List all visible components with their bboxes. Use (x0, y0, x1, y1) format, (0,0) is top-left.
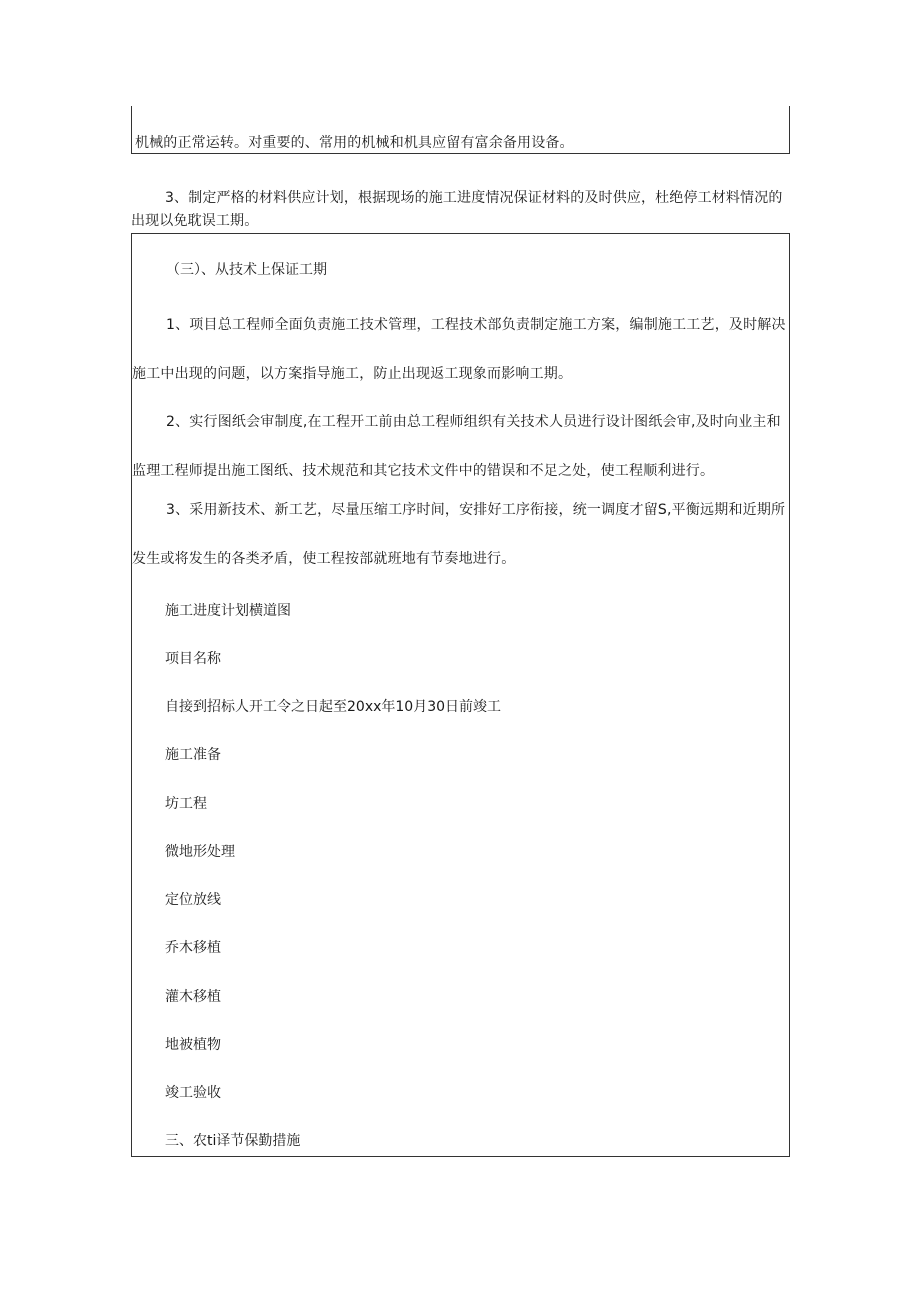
task-item: 坊工程 (165, 796, 207, 812)
top-table-fragment (131, 106, 790, 154)
project-name-label: 项目名称 (165, 651, 221, 667)
material-supply-paragraph: 3、制定严格的材料供应计划，根据现场的施工进度情况保证材料的及时供应，杜绝停工材料情况的出现以免耽误工期。 (131, 190, 783, 229)
construction-duration: 自接到招标人开工令之日起至20xx年10月30日前竣工 (165, 699, 502, 715)
section-title: （三）、从技术上保证工期 (166, 262, 327, 278)
technical-guarantee-box (131, 233, 790, 1157)
top-fragment-text: 机械的正常运转。对重要的、常用的机械和机具应留有富余备用设备。 (135, 135, 574, 151)
task-item: 地被植物 (165, 1037, 221, 1053)
technical-paragraph-3: 3、采用新技术、新工艺，尽量压缩工序时间，安排好工序衔接，统一调度才留S,平衡远期和近期所发生或将发生的各类矛盾，使工程按部就班地有节奏地进行。 (132, 502, 786, 567)
task-item: 微地形处理 (165, 844, 235, 860)
task-item: 竣工验收 (165, 1085, 221, 1101)
task-item: 乔木移植 (165, 940, 221, 956)
task-item: 施工准备 (165, 747, 221, 763)
technical-paragraph-1: 1、项目总工程师全面负责施工技术管理，工程技术部负责制定施工方案，编制施工工艺，及时解决施工中出现的问题，以方案指导施工，防止出现返工现象而影响工期。 (132, 317, 786, 382)
schedule-chart-title: 施工进度计划横道图 (165, 603, 291, 619)
next-section-heading: 三、农ti译节保勤措施 (165, 1133, 301, 1149)
technical-paragraph-2: 2、实行图纸会审制度,在工程开工前由总工程师组织有关技术人员进行设计图纸会审,及时向业主和监理工程师提出施工图纸、技术规范和其它技术文件中的错误和不足之处，使工程顺利进行。 (132, 414, 781, 479)
task-item: 定位放线 (165, 892, 221, 908)
task-item: 灌木移植 (165, 989, 221, 1005)
